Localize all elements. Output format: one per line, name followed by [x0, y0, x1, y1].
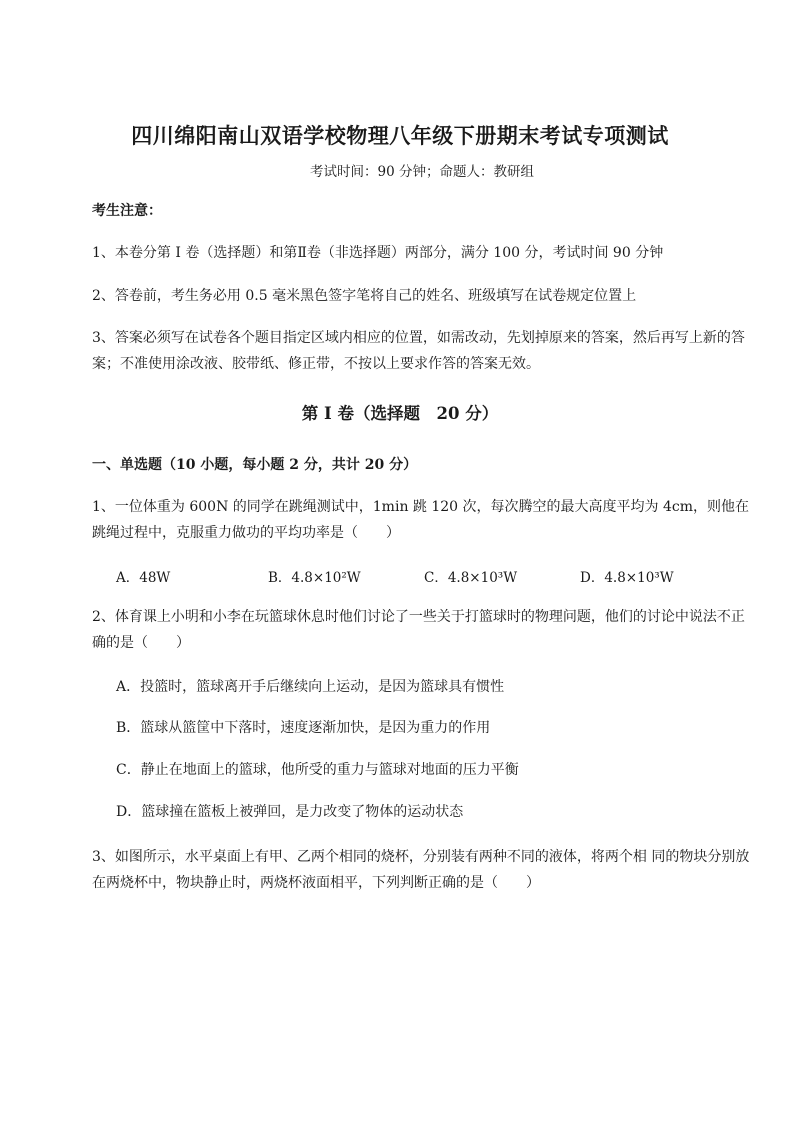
- question-1-stem: 1、一位体重为 600N 的同学在跳绳测试中，1min 跳 120 次，每次腾空的最大高度平均为 4cm，则他在跳绳过程中，克服重力做功的平均功率是（ ）: [92, 499, 749, 541]
- question-2-option-d: D．篮球撞在篮板上被弹回，是力改变了物体的运动状态: [116, 804, 464, 820]
- exam-info: 考试时间：90 分钟；命题人：教研组: [310, 164, 534, 180]
- notice-heading: 考生注意：: [92, 203, 162, 219]
- question-1-option-c: C．4.8×10³W: [424, 570, 518, 586]
- section-title: 第 I 卷（选择题 20 分）: [301, 404, 499, 423]
- question-2-option-b: B．篮球从篮筐中下落时，速度逐渐加快，是因为重力的作用: [116, 720, 491, 736]
- notice-item-1: 1、本卷分第 I 卷（选择题）和第Ⅱ卷（非选择题）两部分，满分 100 分，考试时间 90 分钟: [92, 245, 664, 261]
- question-2-option-c: C．静止在地面上的篮球，他所受的重力与篮球对地面的压力平衡: [116, 762, 519, 778]
- question-2-stem: 2、体育课上小明和小李在玩篮球休息时他们讨论了一些关于打篮球时的物理问题，他们的讨论中说法不正确的是（ ）: [92, 609, 745, 651]
- question-1-option-b: B．4.8×10²W: [268, 570, 361, 586]
- notice-item-3: 3、答案必须写在试卷各个题目指定区域内相应的位置，如需改动，先划掉原来的答案，然后再写上新的答案；不准使用涂改液、胶带纸、修正带，不按以上要求作答的答案无效。: [92, 330, 745, 372]
- notice-item-2: 2、答卷前，考生务必用 0.5 毫米黑色签字笔将自己的姓名、班级填写在试卷规定位置上: [92, 288, 637, 304]
- question-1-option-d: D．4.8×10³W: [580, 570, 674, 586]
- question-1-option-a: A．48W: [116, 570, 171, 586]
- question-1-options: [116, 566, 756, 586]
- page-title: 四川绵阳南山双语学校物理八年级下册期末考试专项测试: [131, 123, 669, 148]
- question-2-option-a: A．投篮时，篮球离开手后继续向上运动，是因为篮球具有惯性: [116, 679, 505, 695]
- part-heading: 一、单选题（10 小题，每小题 2 分，共计 20 分）: [92, 457, 418, 473]
- question-3-stem: 3、如图所示，水平桌面上有甲、乙两个相同的烧杯，分别装有两种不同的液体，将两个相 同的物块分别放在两烧杯中，物块静止时，两烧杯液面相平，下列判断正确的是（ ）: [92, 849, 750, 891]
